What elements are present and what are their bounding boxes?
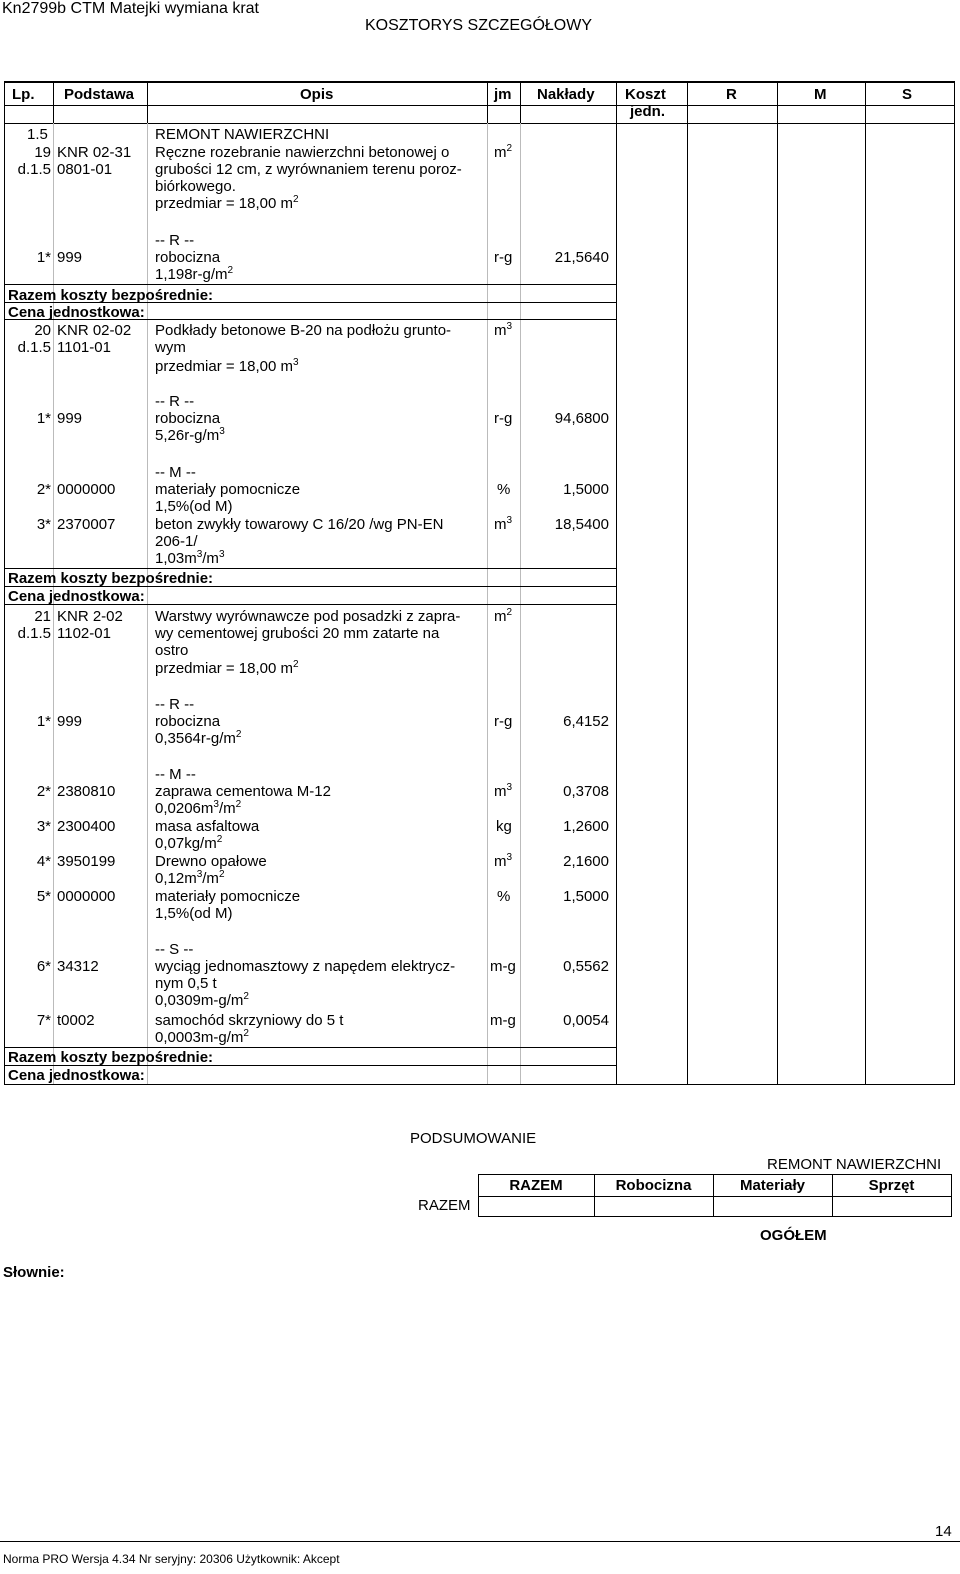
resource-code: 2380810 [57,783,116,800]
resource-quantity: 1,2600 [563,818,609,835]
resource-code: 0000000 [57,481,116,498]
resource-norm: $0,12m^3/m^2$ [155,869,225,887]
unit-price-label: Cena jednostkowa: [8,1067,145,1084]
summary-col-materialy: Materiały [739,1177,806,1194]
resource-lp: 7* [36,1012,51,1029]
basis-table: 0801-01 [57,161,113,178]
resource-lp: 5* [36,888,51,905]
resource-lp: 1* [36,713,51,730]
resource-code: 3950199 [57,853,116,870]
summary-col-sprzet: Sprzęt [868,1177,915,1194]
resource-unit: m-g [490,958,516,975]
col-header-r: R [726,86,737,103]
document-name: Kn2799b CTM Matejki wymiana krat [2,0,259,17]
description-line: biórkowego. [155,178,236,195]
description-line: Warstwy wyrównawcze pod posadzki z zapra- [155,608,461,625]
summary-col-razem: RAZEM [509,1177,563,1194]
resource-unit: r-g [494,713,513,730]
col-header-opis: Opis [300,86,334,103]
resource-unit: $m^3$ [494,782,513,800]
resource-name: robocizna [155,249,221,266]
report-title: KOSZTORYS SZCZEGÓŁOWY [365,17,592,34]
resource-unit: r-g [494,249,513,266]
resource-norm: $0,3564r-g/m^2$ [155,729,242,747]
resource-quantity: 2,1600 [563,853,609,870]
direct-costs-label: Razem koszty bezpośrednie: [8,287,214,304]
resource-norm: $1,198r-g/m^2$ [155,265,234,283]
resource-code: 2300400 [57,818,116,835]
basis-table: 1102-01 [57,625,111,642]
resource-code: 0000000 [57,888,116,905]
resource-code: 34312 [57,958,99,975]
col-header-naklady: Nakłady [537,86,595,103]
summary-title: PODSUMOWANIE [410,1130,537,1147]
group-label-s: -- S -- [155,941,194,958]
group-label-r: -- R -- [155,696,195,713]
resource-name: materiały pomocnicze [155,481,301,498]
basis-table: 1101-01 [57,339,111,356]
resource-unit: m-g [490,1012,516,1029]
resource-lp: 1* [36,249,51,266]
position-number: 20 [34,322,51,339]
col-header-jm: jm [494,86,512,103]
resource-name: materiały pomocnicze [155,888,301,905]
resource-lp: 4* [36,853,51,870]
resource-norm: $0,07kg/m^2$ [155,834,223,852]
resource-lp: 3* [36,516,51,533]
resource-quantity: 0,0054 [563,1012,609,1029]
resource-lp: 2* [36,481,51,498]
position-number: 19 [34,144,51,161]
resource-quantity: 1,5000 [563,888,609,905]
przedmiar: przedmiar = 18,00 $m^2$ [155,659,299,677]
resource-quantity: 18,5400 [554,516,609,533]
resource-code: 999 [57,249,83,266]
przedmiar: przedmiar = 18,00 $m^3$ [155,357,299,375]
resource-code: 999 [57,713,83,730]
direct-costs-label: Razem koszty bezpośrednie: [8,570,214,587]
basis-catalog: KNR 02-02 [57,322,132,339]
resource-quantity: 6,4152 [563,713,609,730]
resource-name-cont: 206-1/ [155,533,198,550]
group-label-m: -- M -- [155,464,196,481]
description-line: wy cementowej grubości 20 mm zatarte na [155,625,440,642]
group-label-m: -- M -- [155,766,196,783]
slownie-label: Słownie: [3,1264,65,1281]
resource-name: beton zwykły towarowy C 16/20 /wg PN-EN [155,516,444,533]
group-label-r: -- R -- [155,393,195,410]
resource-name: masa asfaltowa [155,818,260,835]
resource-lp: 6* [36,958,51,975]
resource-norm: $5,26r-g/m^3$ [155,426,225,444]
summary-col-robocizna: Robocizna [615,1177,692,1194]
resource-quantity: 21,5640 [554,249,609,266]
unit: $m^2$ [494,607,513,625]
page-number: 14 [935,1523,952,1540]
basis-catalog: KNR 2-02 [57,608,123,625]
description-line: ostro [155,642,189,659]
resource-quantity: 1,5000 [563,481,609,498]
position-ref: d.1.5 [17,161,51,178]
resource-norm: $0,0206m^3/m^2$ [155,799,242,817]
resource-quantity: 94,6800 [554,410,609,427]
section-title: REMONT NAWIERZCHNI [155,126,330,143]
przedmiar: przedmiar = 18,00 $m^2$ [155,194,299,212]
position-number: 21 [34,608,51,625]
description-line: Ręczne rozebranie nawierzchni betonowej o [155,144,450,161]
resource-unit: % [497,888,511,905]
resource-name: wyciąg jednomasztowy z napędem elektrycz- [155,958,456,975]
col-header-lp: Lp. [12,86,35,103]
col-header-s: S [902,86,913,103]
description-line: wym [155,339,186,356]
basis-catalog: KNR 02-31 [57,144,132,161]
col-header-podstawa: Podstawa [64,86,135,103]
col-header-koszt-jedn: jedn. [630,103,666,120]
resource-norm: 1,5%(od M) [155,905,233,922]
resource-code: 2370007 [57,516,116,533]
summary-section-name: REMONT NAWIERZCHNI [767,1156,942,1173]
resource-lp: 1* [36,410,51,427]
resource-name: robocizna [155,410,221,427]
position-ref: d.1.5 [17,625,51,642]
description-line: Podkłady betonowe B-20 na podłożu grunto- [155,322,452,339]
unit-price-label: Cena jednostkowa: [8,304,145,321]
resource-name: zaprawa cementowa M-12 [155,783,331,800]
group-label-r: -- R -- [155,232,195,249]
resource-lp: 3* [36,818,51,835]
resource-name: samochód skrzyniowy do 5 t [155,1012,344,1029]
resource-unit: $m^3$ [494,515,513,533]
unit: $m^2$ [494,143,513,161]
resource-name-cont: nym 0,5 t [155,975,217,992]
resource-unit: % [497,481,511,498]
footer-text: Norma PRO Wersja 4.34 Nr seryjny: 20306 Użytkownik: Akcept [3,1552,340,1566]
resource-unit: kg [496,818,512,835]
resource-quantity: 0,3708 [563,783,609,800]
summary-row-razem: RAZEM [418,1197,471,1214]
summary-total-label: OGÓŁEM [760,1227,827,1244]
resource-name: Drewno opałowe [155,853,267,870]
description-line: grubości 12 cm, z wyrównaniem terenu poroz- [155,161,462,178]
section-lp: 1.5 [27,126,48,143]
resource-name: robocizna [155,713,221,730]
resource-norm: $1,03m^3/m^3$ [155,549,225,567]
position-ref: d.1.5 [17,339,51,356]
col-header-koszt: Koszt [625,86,666,103]
direct-costs-label: Razem koszty bezpośrednie: [8,1049,214,1066]
resource-unit: $m^3$ [494,852,513,870]
resource-code: 999 [57,410,83,427]
resource-code: t0002 [57,1012,95,1029]
resource-norm: $0,0309m-g/m^2$ [155,991,249,1009]
resource-norm: 1,5%(od M) [155,498,233,515]
unit: $m^3$ [494,321,513,339]
resource-lp: 2* [36,783,51,800]
resource-unit: r-g [494,410,513,427]
resource-quantity: 0,5562 [563,958,609,975]
unit-price-label: Cena jednostkowa: [8,588,145,605]
col-header-m: M [814,86,827,103]
resource-norm: $0,0003m-g/m^2$ [155,1028,249,1046]
